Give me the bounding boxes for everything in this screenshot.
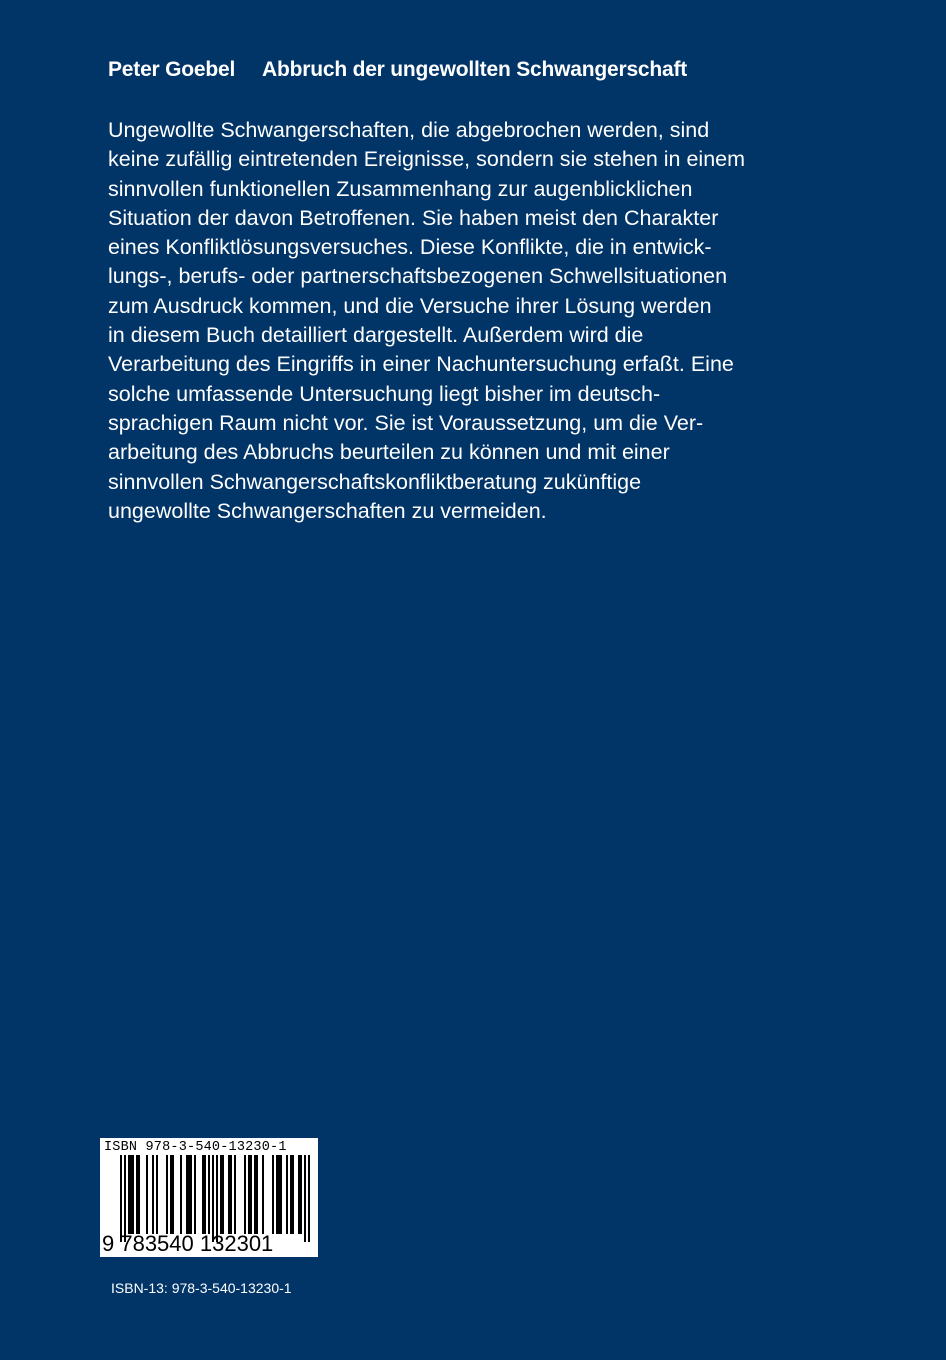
- blurb-line: solche umfassende Untersuchung liegt bisher im deutsch-: [108, 381, 661, 406]
- barcode-bar: [304, 1155, 306, 1242]
- barcode-bar: [290, 1155, 292, 1234]
- blurb-line: zum Ausdruck kommen, und die Versuche ihrer Lösung werden: [108, 293, 712, 318]
- blurb-line: in diesem Buch detailliert dargestellt. Außerdem wird die: [108, 323, 644, 348]
- isbn-13-label: ISBN-13: 978-3-540-13230-1: [111, 1280, 292, 1296]
- barcode-isbn-label: ISBN 978-3-540-13230-1: [104, 1140, 287, 1155]
- barcode-bar: [120, 1155, 122, 1242]
- barcode-bar: [298, 1155, 300, 1234]
- barcode-bar: [138, 1155, 140, 1234]
- blurb-line: eines Konfliktlösungsversuches. Diese Konflikte, die in entwick-: [108, 235, 712, 260]
- barcode-bar: [300, 1155, 302, 1234]
- barcode-bar: [132, 1155, 134, 1234]
- barcode-bar: [152, 1155, 154, 1234]
- blurb-line: Verarbeitung des Eingriffs in einer Nachuntersuchung erfaßt. Eine: [108, 352, 734, 377]
- barcode-bar: [202, 1155, 204, 1234]
- blurb-line: sinnvollen funktionellen Zusammenhang zur augenblicklichen: [108, 176, 693, 201]
- barcode-bar: [222, 1155, 224, 1234]
- barcode-bar: [180, 1155, 182, 1234]
- barcode-bar: [234, 1155, 236, 1234]
- barcode-bar: [186, 1155, 188, 1234]
- blurb-line: Ungewollte Schwangerschaften, die abgebrochen werden, sind: [108, 118, 710, 142]
- blurb-line: lungs-, berufs- oder partnerschaftsbezogenen Schwellsituationen: [108, 264, 728, 289]
- barcode-bar: [220, 1155, 222, 1234]
- barcode-bar: [248, 1155, 250, 1234]
- barcode-bar: [190, 1155, 192, 1234]
- author-name: Peter Goebel: [108, 58, 236, 81]
- barcode-bar: [156, 1155, 158, 1234]
- barcode-bar: [216, 1155, 218, 1242]
- barcode-bar: [194, 1155, 196, 1234]
- barcode-bar: [278, 1155, 280, 1234]
- blurb-line: sprachigen Raum nicht vor. Sie ist Voraussetzung, um die Ver-: [108, 410, 704, 435]
- barcode-bar: [212, 1155, 214, 1242]
- barcode-bar: [172, 1155, 174, 1234]
- book-title: Abbruch der ungewollten Schwangerschaft: [262, 58, 688, 81]
- barcode-bar: [250, 1155, 252, 1234]
- barcode-bar: [230, 1155, 232, 1234]
- barcode-bar: [280, 1155, 282, 1234]
- blurb-line: Situation der davon Betroffenen. Sie haben meist den Charakter: [108, 205, 719, 230]
- barcode-bar: [308, 1155, 310, 1242]
- barcode-bar: [128, 1155, 130, 1234]
- barcode-bar: [228, 1155, 230, 1234]
- barcode-bar: [244, 1155, 246, 1234]
- barcode-bar: [166, 1155, 168, 1234]
- barcode-bar: [188, 1155, 190, 1234]
- blurb-line: ungewollte Schwangerschaften zu vermeiden.: [108, 498, 547, 523]
- barcode-bar: [170, 1155, 172, 1234]
- blurb-line: sinnvollen Schwangerschaftskonfliktberatung zukünftige: [108, 469, 642, 494]
- barcode-digits: 9 783540 132301: [102, 1231, 274, 1256]
- barcode-bar: [292, 1155, 294, 1234]
- barcode-bar: [286, 1155, 288, 1234]
- barcode-bar: [124, 1155, 126, 1242]
- blurb-line: arbeitung des Abbruchs beurteilen zu können und mit einer: [108, 440, 670, 465]
- barcode-bar: [208, 1155, 210, 1234]
- barcode: [100, 1138, 318, 1257]
- barcode-bar: [256, 1155, 258, 1234]
- blurb-text: [108, 116, 808, 526]
- barcode-bar: [146, 1155, 148, 1234]
- barcode-bar: [130, 1155, 132, 1234]
- barcode-bar: [272, 1155, 274, 1234]
- cover-header: [108, 58, 687, 82]
- blurb-line: keine zufällig eintretenden Ereignisse, sondern sie stehen in einem: [108, 147, 746, 172]
- barcode-bar: [262, 1155, 264, 1234]
- barcode-bar: [276, 1155, 278, 1234]
- barcode-bar: [136, 1155, 138, 1234]
- barcode-bar: [254, 1155, 256, 1234]
- barcode-bar: [204, 1155, 206, 1234]
